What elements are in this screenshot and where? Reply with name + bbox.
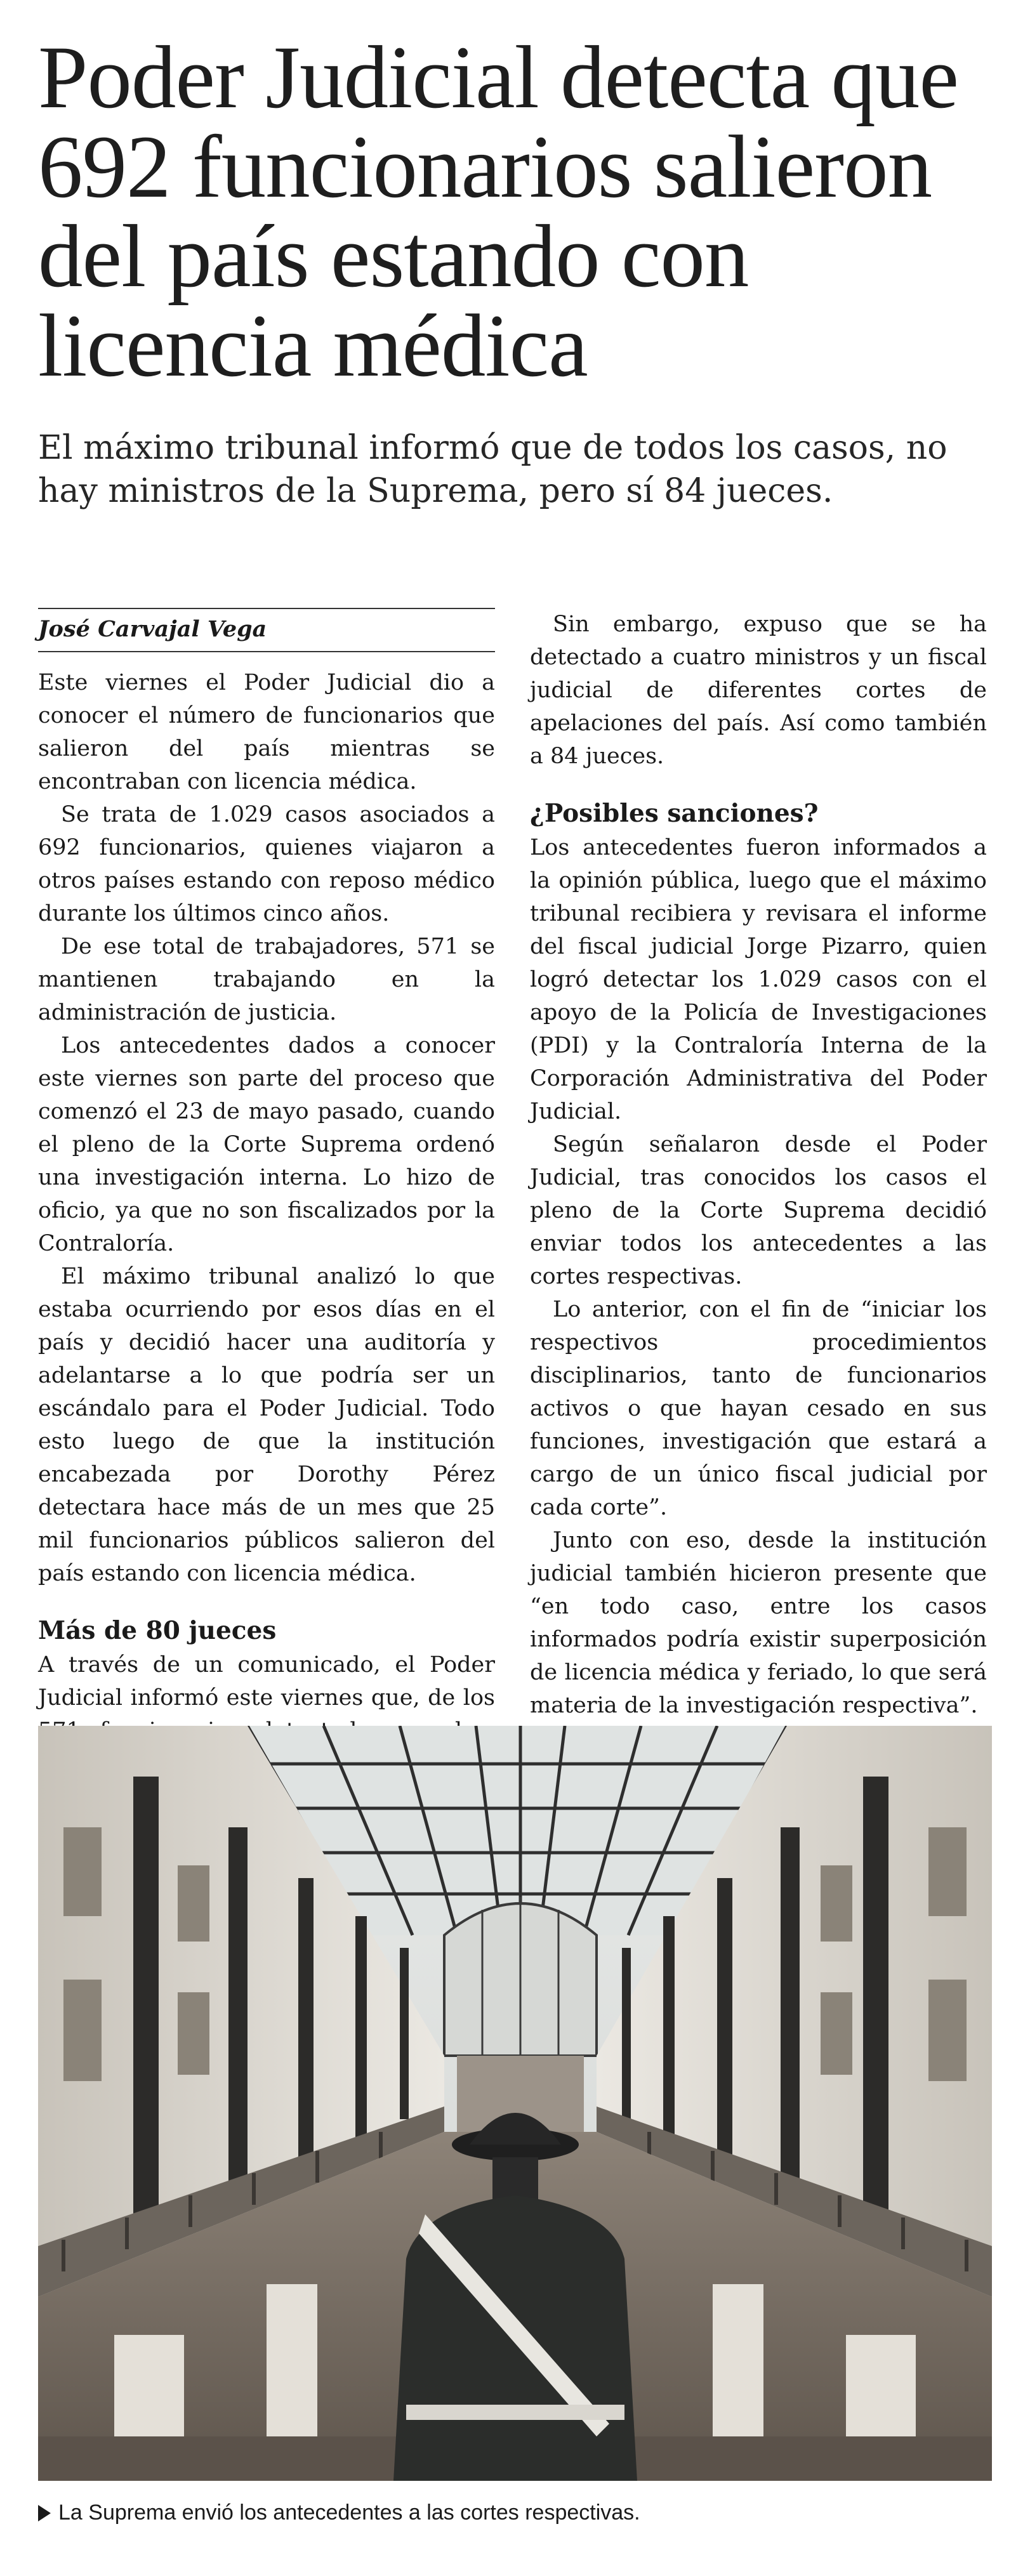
photo-illustration [38,1726,992,2481]
paragraph: Sin embargo, expuso que se ha detectado a cuatro ministros y un fiscal judicial de diferentes cortes de apelaciones del país. Así como también a 84 jueces. [530,612,987,769]
paragraph: De ese total de trabajadores, 571 se mantienen trabajando en la administración de justicia. [38,934,495,1025]
paragraph: Se trata de 1.029 casos asociados a 692 funcionarios, quienes viajaron a otros países estando con reposo médico durante los últimos cinco años. [38,802,495,926]
paragraph: El máximo tribunal analizó lo que estaba ocurriendo por esos días en el país y decidió hacer una auditoría y adelantarse a lo que podría ser un escándalo para el Poder Judicial. Todo esto luego de que la institución encabezada por Dorothy Pérez detectara hace más de un mes que 25 mil funcionarios públicos salieron del país estando con licencia médica. [38,1264,495,1586]
article-photo [38,1726,992,2481]
article-column-right [530,608,987,1788]
photo-caption-text: La Suprema envió los antecedentes a las cortes respectivas. [58,2500,640,2525]
subtitle: El máximo tribunal informó que de todos los casos, no hay ministros de la Suprema, pero sí 84 jueces. [38,429,947,510]
paragraph: Lo anterior, con el fin de “iniciar los respectivos procedimientos disciplinarios, tanto de funcionarios activos o que hayan cesado en sus funciones, investigación que estará a cargo de un único fiscal judicial por cada corte”. [530,1297,987,1520]
photo-caption [38,2499,996,2527]
section-heading-jueces: Más de 80 jueces [38,1616,277,1645]
section-heading-sanciones: ¿Posibles sanciones? [530,799,819,828]
article-column-left [38,608,495,1813]
paragraph: Los antecedentes fueron informados a la opinión pública, luego que el máximo tribunal recibiera y revisara el informe del fiscal judicial Jorge Pizarro, quien logró detectar los 1.029 casos con el apoyo de la Policía de Investigaciones (PDI) y la Contraloría Interna de la Corporación Administrativa del Poder Judicial. [530,835,987,1124]
triangle-right-icon [38,2505,51,2521]
paragraph: Según señalaron desde el Poder Judicial, tras conocidos los casos el pleno de la Corte Suprema decidió enviar todos los antecedentes a las cortes respectivas. [530,1132,987,1289]
paragraph: Junto con eso, desde la institución judicial también hicieron presente que “en todo caso, entre los casos informados podría existir superposición de licencia médica y feriado, lo que será materia de la investigación respectiva”. [530,1528,987,1718]
headline: Poder Judicial detecta que 692 funcionarios salieron del país estando con licencia médica [38,28,959,395]
paragraph: A través de un comunicado, el Poder Judicial informó este viernes que, de los [38,1652,495,1711]
paragraph: Este viernes el Poder Judicial dio a conocer el número de funcionarios que salieron del país mientras se encontraban con licencia médica. [38,670,495,794]
byline: José Carvajal Vega [38,608,495,652]
paragraph: Los antecedentes dados a conocer este viernes son parte del proceso que comenzó el 23 de mayo pasado, cuando el pleno de la Corte Suprema ordenó una investigación interna. Lo hizo de oficio, ya que no son fiscalizados por la Contraloría. [38,1033,495,1256]
